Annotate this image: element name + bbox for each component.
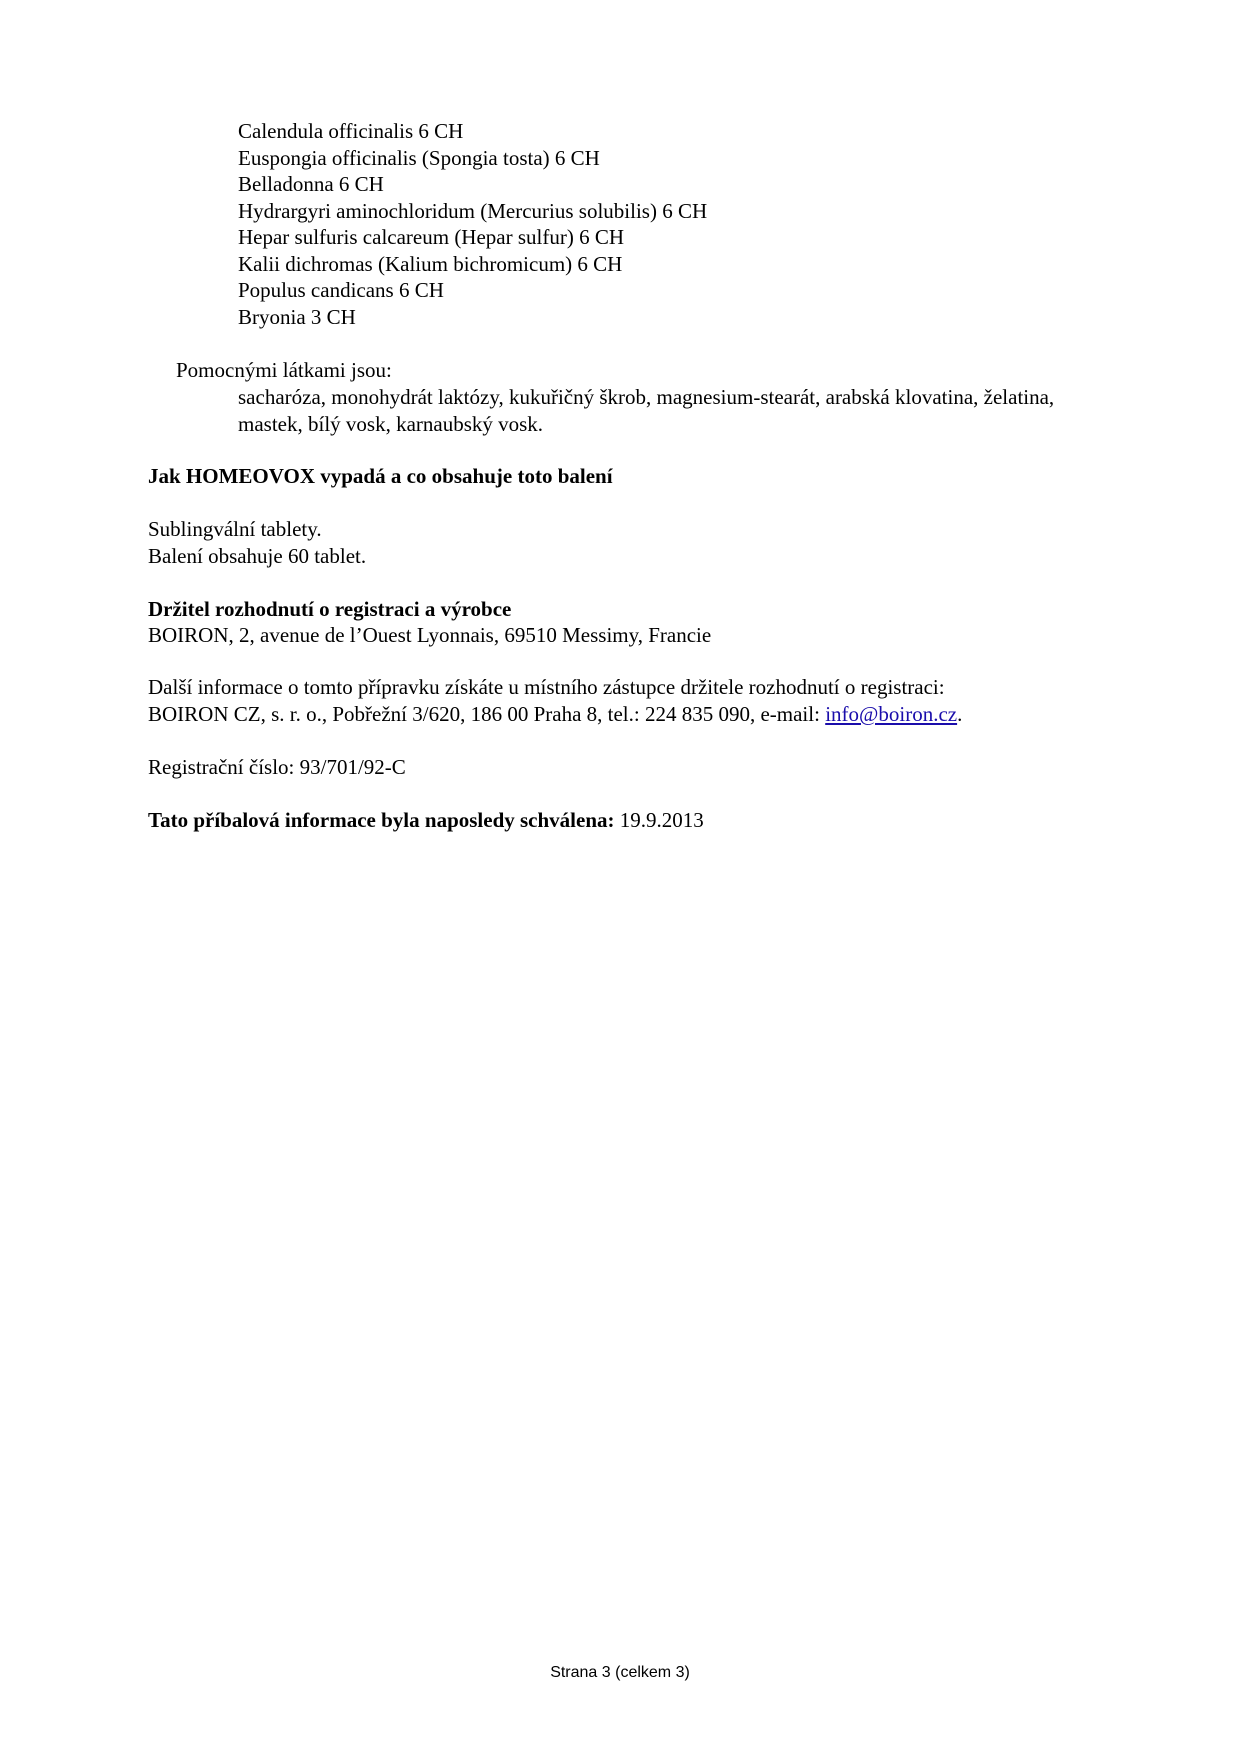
local-rep-contact <box>148 701 1108 728</box>
ingredient-item: Hepar sulfuris calcareum (Hepar sulfur) 6 CH <box>238 225 625 249</box>
excipients-text: sacharóza, monohydrát laktózy, kukuřičný škrob, magnesium-stearát, arabská klovatina, želatina, mastek, bílý vosk, karnaubský vosk. <box>238 385 1055 436</box>
ingredient-item: Bryonia 3 CH <box>238 304 356 329</box>
holder-address: BOIRON, 2, avenue de l’Ouest Lyonnais, 69510 Messimy, Francie <box>148 623 712 647</box>
local-rep-period: . <box>957 702 963 726</box>
local-rep-address: BOIRON CZ, s. r. o., Pobřežní 3/620, 186 00 Praha 8, tel.: 224 835 090, e-mail: <box>148 702 826 726</box>
ingredient-item: Hydrargyri aminochloridum (Mercurius solubilis) 6 CH <box>238 198 708 223</box>
approval-date: 19.9.2013 <box>614 808 704 832</box>
appearance-line-tablets: Sublingvální tablety. <box>148 517 322 541</box>
ingredient-list <box>238 118 707 330</box>
excipients-label: Pomocnými látkami jsou: <box>176 358 392 382</box>
holder-heading: Držitel rozhodnutí o registraci a výrobce <box>148 597 512 621</box>
appearance-line-pack: Balení obsahuje 60 tablet. <box>148 544 367 568</box>
email-link[interactable]: info@boiron.cz <box>825 702 958 726</box>
ingredient-item: Populus candicans 6 CH <box>238 278 444 302</box>
ingredient-item: Calendula officinalis 6 CH <box>238 119 464 143</box>
approval-line <box>148 807 1108 834</box>
approval-label: Tato příbalová informace byla naposledy schválena: <box>148 808 615 832</box>
ingredient-item: Euspongia officinalis (Spongia tosta) 6 CH <box>238 145 600 170</box>
registration-number: Registrační číslo: 93/701/92-C <box>148 755 406 779</box>
local-rep-line: Další informace o tomto přípravku získáte u místního zástupce držitele rozhodnutí o registraci: <box>148 675 945 699</box>
page-footer: Strana 3 (celkem 3) <box>550 1664 690 1681</box>
appearance-heading: Jak HOMEOVOX vypadá a co obsahuje toto balení <box>148 464 613 488</box>
ingredient-item: Belladonna 6 CH <box>238 172 384 196</box>
ingredient-item: Kalii dichromas (Kalium bichromicum) 6 CH <box>238 251 623 276</box>
